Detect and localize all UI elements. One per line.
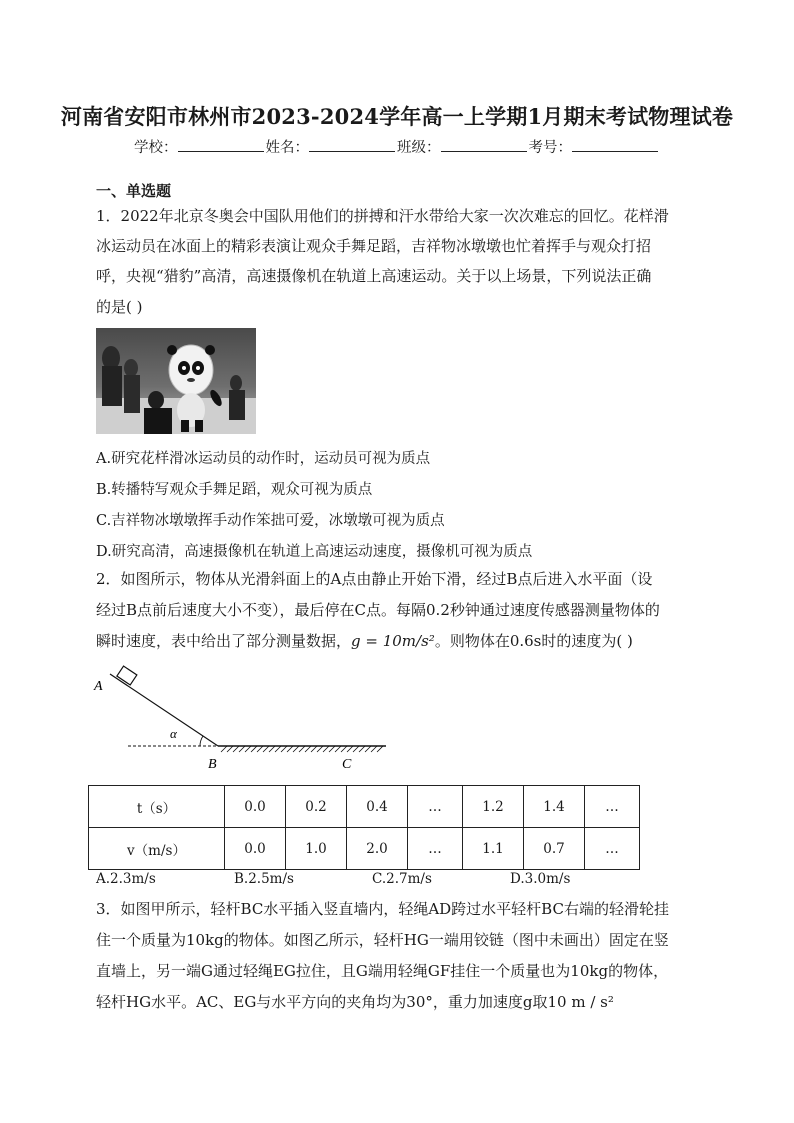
- q1-line-4: 的是( ): [96, 298, 143, 316]
- q1-option-d: D.研究高清，高速摄像机在轨道上高速运动速度，摄像机可视为质点: [96, 544, 533, 560]
- q3-line-1: 3．如图甲所示，轻杆BC水平插入竖直墙内，轻绳AD跨过水平轻杆BC右端的轻滑轮挂: [96, 900, 669, 918]
- table-row-time: [89, 786, 640, 828]
- q1-line-2: 冰运动员在冰面上的精彩表演让观众手舞足蹈，吉祥物冰墩墩也忙着挥手与观众打招: [96, 237, 652, 255]
- ground-hatching: [221, 746, 383, 752]
- table-cell: 0.7: [524, 828, 585, 870]
- table-cell: 0.0: [225, 828, 286, 870]
- q3-line-4: 轻杆HG水平。AC、EG与水平方向的夹角均为30°，重力加速度g取10 m / s²: [96, 993, 614, 1011]
- q1-option-b: B.转播特写观众手舞足蹈，观众可视为质点: [96, 482, 373, 498]
- measurement-table: [88, 785, 640, 870]
- table-cell: 1.2: [463, 786, 524, 828]
- table-cell: 0.4: [347, 786, 408, 828]
- q2-answer-c: C.2.7m/s: [372, 871, 432, 887]
- q2-answer-d: D.3.0m/s: [510, 871, 571, 887]
- q2-line-2: 经过B点前后速度大小不变），最后停在C点。每隔0.2秒钟通过速度传感器测量物体的: [96, 601, 660, 619]
- q2-line-3-text-b: 。则物体在0.6s时的速度为( ): [434, 632, 633, 650]
- table-cell: …: [408, 828, 463, 870]
- table-cell: …: [585, 828, 640, 870]
- block-shape: [117, 666, 137, 685]
- q3-line-2: 住一个质量为10kg的物体。如图乙所示，轻杆HG一端用铰链（图中未画出）固定在竖: [96, 931, 669, 949]
- q2-answer-a: A.2.3m/s: [96, 871, 156, 887]
- label-b: B: [208, 757, 217, 772]
- section-heading: 一、单选题: [96, 182, 172, 200]
- name-label: 姓名：: [265, 140, 309, 156]
- school-label: 学校：: [134, 140, 178, 156]
- incline-diagram: [88, 660, 398, 775]
- table-cell: 0.2: [286, 786, 347, 828]
- id-label: 考号：: [528, 140, 572, 156]
- student-info-line: [0, 136, 794, 157]
- q3-line-3: 直墙上，另一端G通过轻绳EG拉住，且G端用轻绳GF挂住一个质量也为10kg的物体，: [96, 962, 669, 980]
- label-c: C: [342, 757, 352, 772]
- label-alpha: α: [170, 726, 177, 741]
- q2-line-1: 2．如图所示，物体从光滑斜面上的A点由静止开始下滑，经过B点后进入水平面（设: [96, 570, 653, 588]
- table-cell: 1.4: [524, 786, 585, 828]
- q2-answer-b: B.2.5m/s: [234, 871, 294, 887]
- name-blank[interactable]: [309, 137, 395, 152]
- class-blank[interactable]: [441, 137, 527, 152]
- table-row-velocity: [89, 828, 640, 870]
- photo-illustration: [96, 328, 256, 434]
- table-cell: 1.0: [286, 828, 347, 870]
- q1-line-3: 呼，央视“猎豹”高清，高速摄像机在轨道上高速运动。关于以上场景，下列说法正确: [96, 267, 652, 285]
- olympics-photo: [96, 328, 256, 434]
- table-cell: v（m/s）: [89, 828, 225, 870]
- table-cell: 0.0: [225, 786, 286, 828]
- label-a: A: [94, 679, 103, 694]
- exam-title: 河南省安阳市林州市2023-2024学年高一上学期1月期末考试物理试卷: [60, 104, 734, 129]
- class-label: 班级：: [397, 140, 441, 156]
- table-cell: 2.0: [347, 828, 408, 870]
- q2-line-3: [96, 631, 633, 651]
- q1-option-c: C.吉祥物冰墩墩挥手动作笨拙可爱，冰墩墩可视为质点: [96, 513, 445, 529]
- q2-line-3-text-a: 瞬时速度，表中给出了部分测量数据，: [96, 632, 352, 650]
- id-blank[interactable]: [572, 137, 658, 152]
- q1-option-a: A.研究花样滑冰运动员的动作时，运动员可视为质点: [96, 451, 431, 467]
- school-blank[interactable]: [178, 137, 264, 152]
- angle-arc: [200, 736, 203, 746]
- q2-gravity-equation: g = 10m/s²: [351, 632, 435, 650]
- table-cell: …: [408, 786, 463, 828]
- table-cell: …: [585, 786, 640, 828]
- q1-line-1: 1．2022年北京冬奥会中国队用他们的拼搏和汗水带给大家一次次难忘的回忆。花样滑: [96, 207, 669, 225]
- table-cell: 1.1: [463, 828, 524, 870]
- incline-line: [110, 674, 218, 746]
- table-cell: t（s）: [89, 786, 225, 828]
